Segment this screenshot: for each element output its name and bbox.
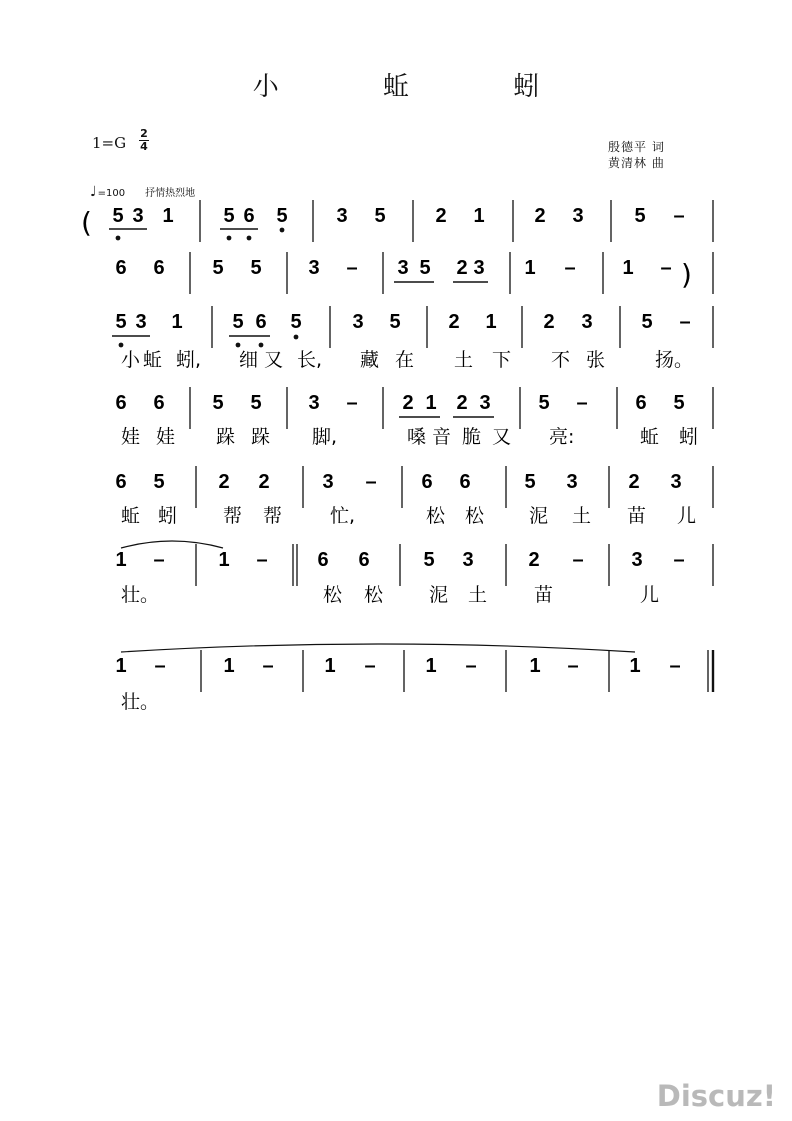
- note: –: [567, 655, 579, 677]
- lyric-syllable: 土: [572, 505, 592, 527]
- note: –: [465, 655, 477, 677]
- note: –: [154, 655, 166, 677]
- lyric-syllable: 苗: [627, 505, 647, 527]
- lyric-syllable: 娃: [156, 426, 176, 448]
- note: 5: [389, 311, 401, 333]
- note: 2: [543, 311, 555, 333]
- note: 1: [629, 655, 641, 677]
- lyric-syllable: 蚓: [679, 426, 699, 448]
- note: 1: [115, 655, 127, 677]
- note: 3: [473, 257, 485, 279]
- note: 1: [171, 311, 183, 333]
- lyric-syllable: 蚯: [143, 349, 163, 371]
- lyric-syllable: 扬。: [655, 349, 694, 371]
- note: –: [673, 205, 685, 227]
- note: 3: [135, 311, 147, 333]
- tie-arc: [121, 541, 223, 548]
- note: 2: [218, 471, 230, 493]
- note: –: [564, 257, 576, 279]
- lyric-syllable: 泥: [529, 505, 549, 527]
- note: 2: [456, 392, 468, 414]
- lyric-syllable: 儿: [677, 505, 697, 527]
- lyric-syllable: 亮:: [549, 426, 575, 448]
- note: 5: [112, 205, 124, 227]
- note: –: [346, 257, 358, 279]
- lyric-syllable: 忙,: [330, 505, 356, 527]
- expression-marking: 抒情热烈地: [145, 188, 196, 199]
- note: 5: [290, 311, 302, 333]
- note: 1: [425, 655, 437, 677]
- note: 6: [115, 392, 127, 414]
- quarter-note-icon: ♩: [90, 184, 97, 200]
- note: –: [576, 392, 588, 414]
- note: 1: [223, 655, 235, 677]
- note: 3: [132, 205, 144, 227]
- note: 2: [258, 471, 270, 493]
- note: –: [262, 655, 274, 677]
- note: 3: [462, 549, 474, 571]
- lyric-syllable: 音: [432, 426, 452, 448]
- lyric-syllable: 不: [551, 349, 571, 371]
- note: 3: [631, 549, 643, 571]
- lyricist-credit: 殷德平 词: [608, 140, 665, 154]
- note: –: [365, 471, 377, 493]
- low-octave-dot: [236, 343, 241, 348]
- lyric-syllable: 土: [468, 584, 488, 606]
- note: 5: [524, 471, 536, 493]
- note: 6: [153, 392, 165, 414]
- note: –: [364, 655, 376, 677]
- note: –: [673, 549, 685, 571]
- lyric-syllable: 藏: [360, 349, 380, 371]
- song-title: 小 蚯 蚓: [252, 72, 588, 102]
- note: 1: [324, 655, 336, 677]
- lyric-syllable: 儿: [640, 584, 660, 606]
- note: 6: [317, 549, 329, 571]
- note: 3: [572, 205, 584, 227]
- lyric-syllable: 蚓: [158, 505, 178, 527]
- note: 5: [276, 205, 288, 227]
- time-signature-bottom: 4: [140, 140, 148, 153]
- lyric-syllable: 又: [492, 426, 512, 448]
- note: 2: [528, 549, 540, 571]
- low-octave-dot: [116, 236, 121, 241]
- note: 5: [212, 257, 224, 279]
- note: 3: [336, 205, 348, 227]
- lyric-syllable: 张: [586, 349, 606, 371]
- tie-arc: [121, 644, 635, 652]
- low-octave-dot: [119, 343, 124, 348]
- lyric-syllable: 在: [395, 349, 415, 371]
- note: 3: [479, 392, 491, 414]
- note: 5: [212, 392, 224, 414]
- low-octave-dot: [247, 236, 252, 241]
- note: 5: [419, 257, 431, 279]
- note: 1: [162, 205, 174, 227]
- lyric-syllable: 娃: [121, 426, 141, 448]
- lyric-syllable: 苗: [534, 584, 554, 606]
- note: 3: [352, 311, 364, 333]
- note: 2: [534, 205, 546, 227]
- note: 1: [218, 549, 230, 571]
- lyric-syllable: 松: [465, 505, 485, 527]
- note: 5: [538, 392, 550, 414]
- low-octave-dot: [259, 343, 264, 348]
- key-signature: 1=G: [92, 134, 127, 152]
- note: 3: [308, 392, 320, 414]
- lyric-syllable: 跺: [251, 426, 271, 448]
- note: 5: [634, 205, 646, 227]
- note: 2: [435, 205, 447, 227]
- lyric-syllable: 帮: [223, 505, 243, 527]
- note: –: [153, 549, 165, 571]
- note: 6: [115, 257, 127, 279]
- note: –: [256, 549, 268, 571]
- note: 2: [402, 392, 414, 414]
- note: 1: [622, 257, 634, 279]
- lyric-syllable: 松: [364, 584, 384, 606]
- time-signature-top: 2: [140, 127, 148, 140]
- note: 6: [115, 471, 127, 493]
- note: 3: [322, 471, 334, 493]
- note: 6: [358, 549, 370, 571]
- note: 5: [153, 471, 165, 493]
- note: 6: [421, 471, 433, 493]
- lyric-syllable: 松: [323, 584, 343, 606]
- note: 3: [566, 471, 578, 493]
- note: 6: [243, 205, 255, 227]
- note: 1: [115, 549, 127, 571]
- note: 3: [397, 257, 409, 279]
- lyric-syllable: 小: [121, 349, 141, 371]
- lyric-syllable: 土: [454, 349, 474, 371]
- repeat-open-paren: (: [81, 206, 92, 239]
- note: 1: [524, 257, 536, 279]
- lyric-syllable: 帮: [263, 505, 283, 527]
- tempo-bpm: =100: [97, 188, 126, 199]
- lyric-syllable: 脚,: [312, 426, 338, 448]
- note: –: [679, 311, 691, 333]
- low-octave-dot: [294, 335, 299, 340]
- note: 1: [425, 392, 437, 414]
- composer-credit: 黄清林 曲: [608, 156, 665, 170]
- note: 5: [673, 392, 685, 414]
- note: 6: [459, 471, 471, 493]
- repeat-close-paren: ): [681, 258, 692, 291]
- lyric-syllable: 下: [492, 349, 512, 371]
- note: 2: [628, 471, 640, 493]
- note: 5: [641, 311, 653, 333]
- lyric-syllable: 蚓,: [176, 349, 202, 371]
- lyric-syllable: 脆: [462, 426, 482, 448]
- note: 5: [232, 311, 244, 333]
- note: 1: [529, 655, 541, 677]
- lyric-syllable: 壮。: [121, 584, 160, 606]
- note: 6: [153, 257, 165, 279]
- note: 3: [581, 311, 593, 333]
- low-octave-dot: [280, 228, 285, 233]
- note: 5: [115, 311, 127, 333]
- note: –: [669, 655, 681, 677]
- note: 5: [250, 392, 262, 414]
- note: –: [660, 257, 672, 279]
- note: –: [346, 392, 358, 414]
- watermark-logo: Discuz!: [656, 1079, 776, 1113]
- note: 3: [670, 471, 682, 493]
- lyric-syllable: 嗓: [407, 426, 427, 448]
- low-octave-dot: [227, 236, 232, 241]
- note: 2: [448, 311, 460, 333]
- lyric-syllable: 蚯: [121, 505, 141, 527]
- lyric-syllable: 又: [264, 349, 284, 371]
- lyric-syllable: 蚯: [640, 426, 660, 448]
- note: 2: [456, 257, 468, 279]
- lyric-syllable: 泥: [429, 584, 449, 606]
- lyric-syllable: 长,: [297, 349, 323, 371]
- lyric-syllable: 跺: [216, 426, 236, 448]
- note: 5: [250, 257, 262, 279]
- note: 6: [635, 392, 647, 414]
- note: 1: [485, 311, 497, 333]
- lyric-syllable: 细: [239, 349, 259, 371]
- note: 3: [308, 257, 320, 279]
- lyric-syllable: 松: [426, 505, 446, 527]
- note: 6: [255, 311, 267, 333]
- note: 5: [423, 549, 435, 571]
- note: –: [572, 549, 584, 571]
- note: 1: [473, 205, 485, 227]
- note: 5: [374, 205, 386, 227]
- lyric-syllable: 壮。: [121, 691, 160, 713]
- note: 5: [223, 205, 235, 227]
